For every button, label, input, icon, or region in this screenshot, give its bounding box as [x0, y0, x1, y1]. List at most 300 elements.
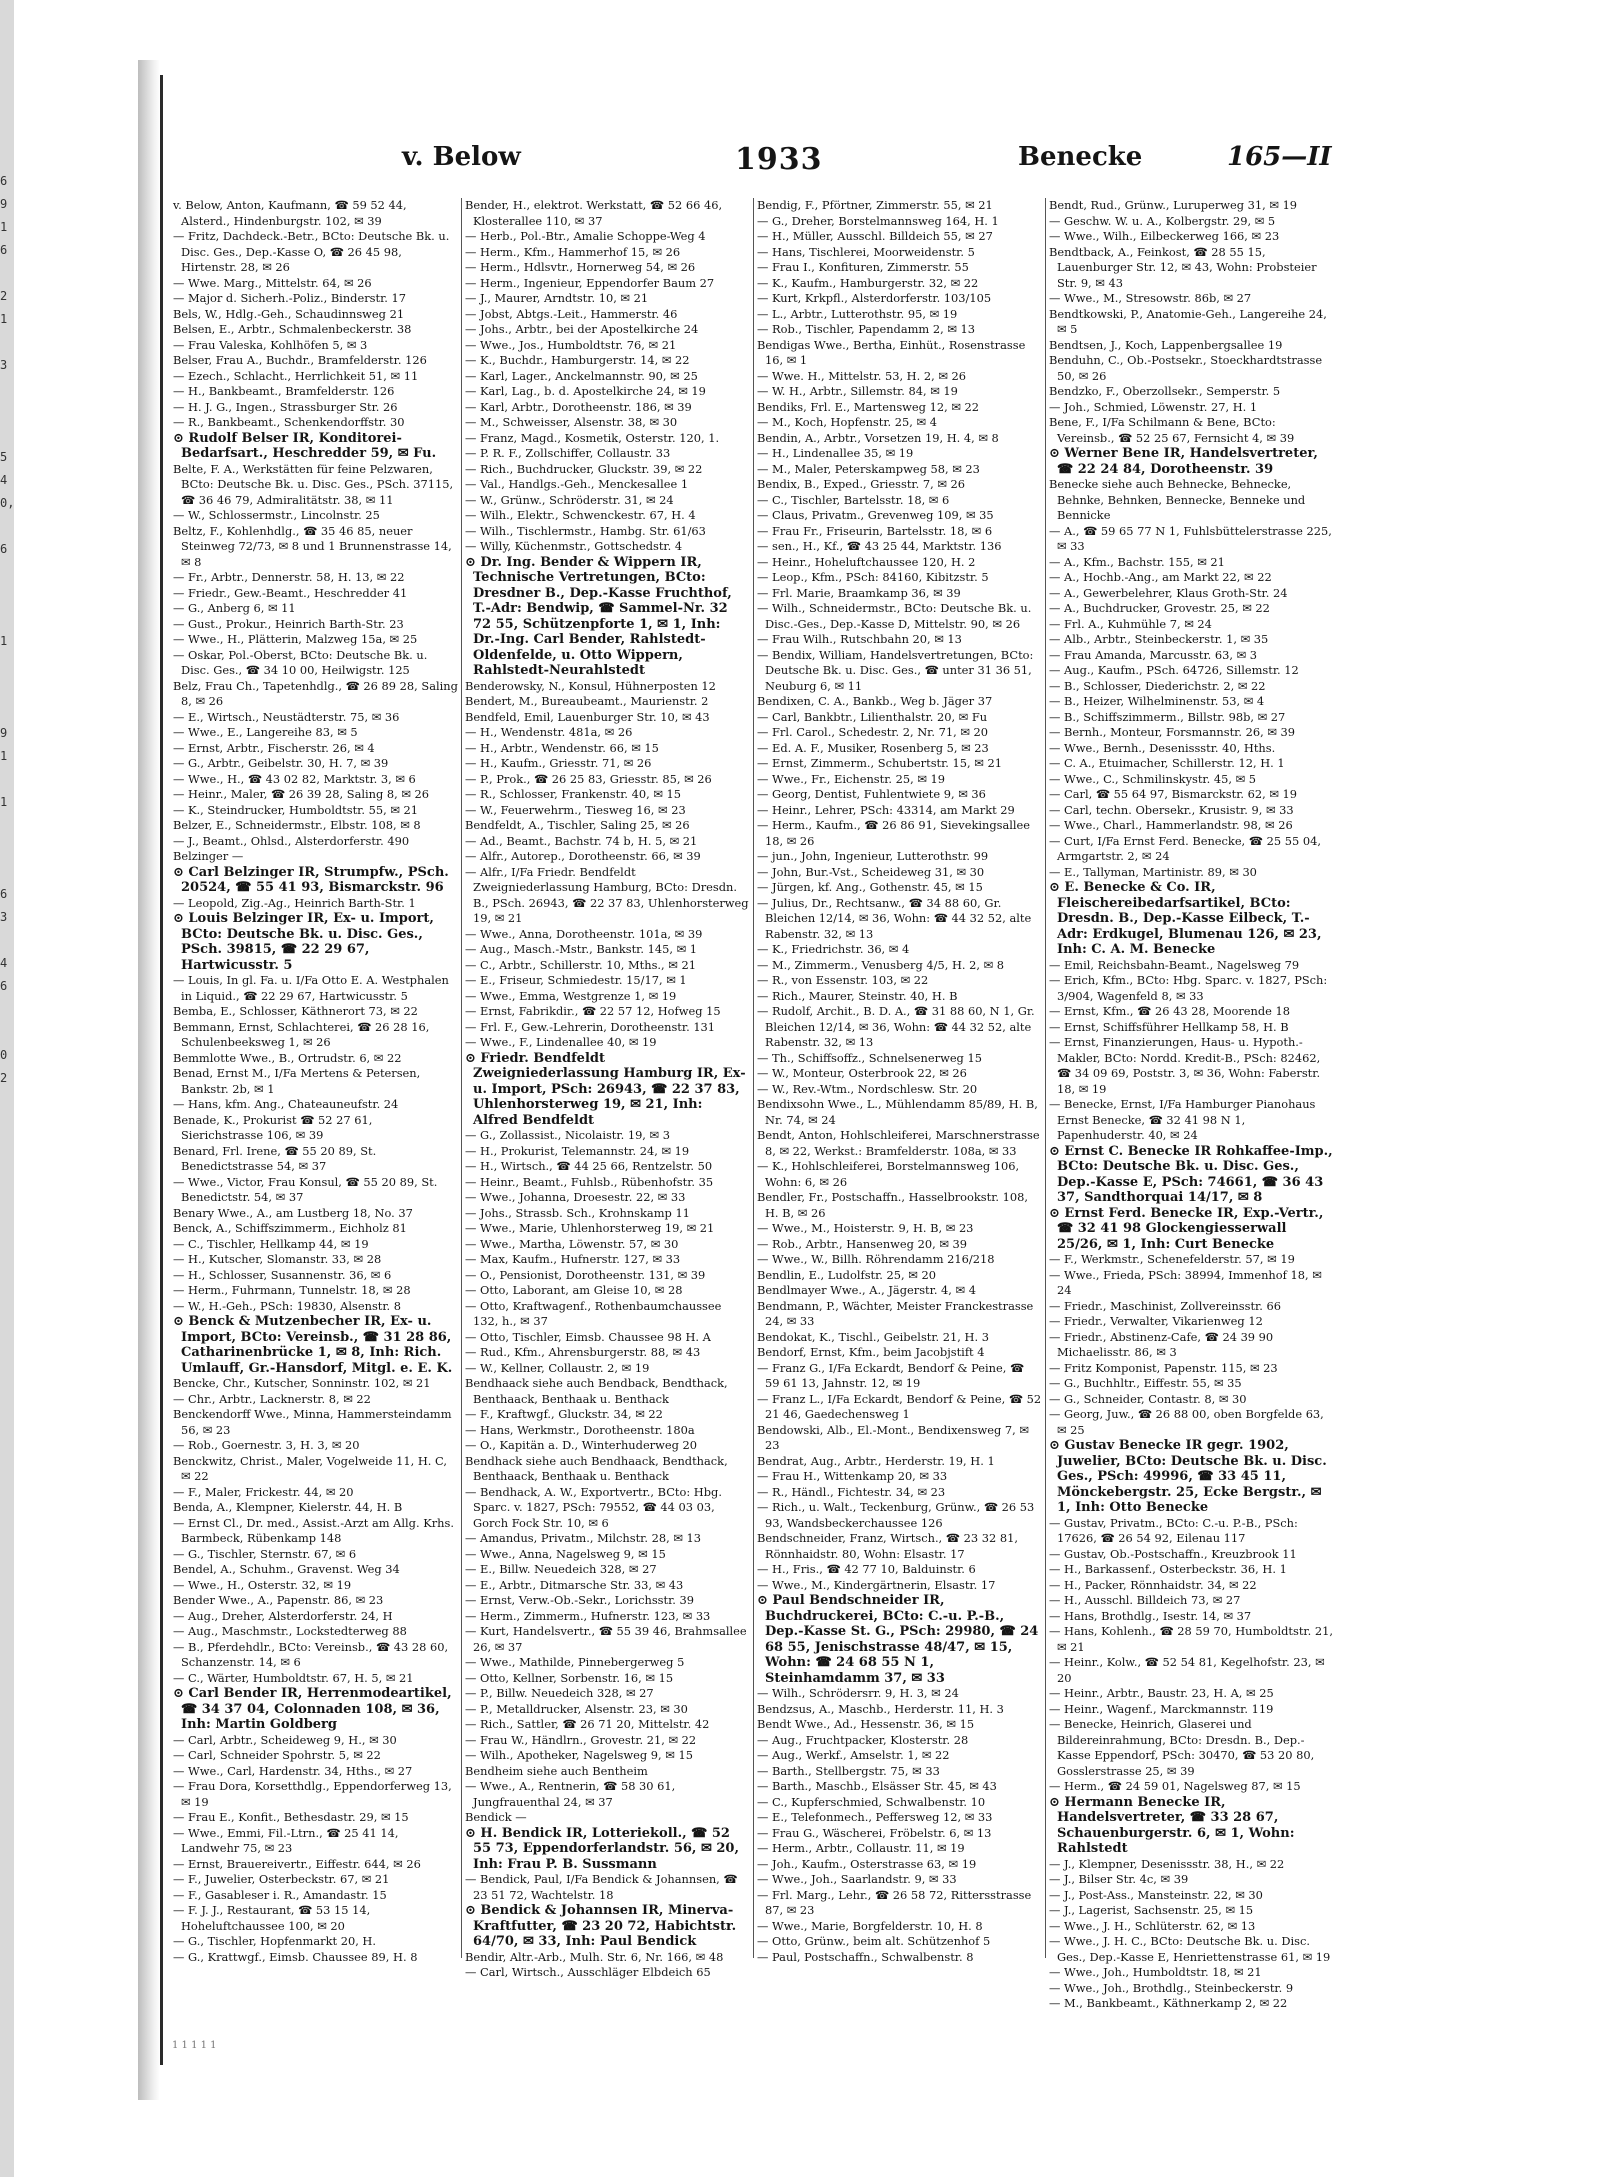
directory-entry: Benderowsky, N., Konsul, Hühnerposten 12: [465, 678, 716, 693]
directory-entry: — Wwe., Joh., Humboldtstr. 18, ✉ 21: [1049, 1965, 1262, 1979]
directory-entry: — Frau Wilh., Rutschbahn 20, ✉ 13: [757, 632, 962, 646]
directory-entry: Belte, F. A., Werkstätten für feine Pelzwaren, BCto: Deutsche Bk. u. Disc. Ges., PSch. 37115, ☎ 36 46 79, Admiralitätstr. 38, ✉ 11: [173, 461, 454, 507]
directory-entry: — Heinr., Arbtr., Baustr. 23, H. A, ✉ 25: [1049, 1686, 1274, 1700]
directory-entry: — Frau Fr., Friseurin, Bartelsstr. 18, ✉ 6: [757, 523, 993, 538]
directory-entry: — G., Schneider, Contastr. 8, ✉ 30: [1049, 1391, 1247, 1406]
book-gutter: [138, 60, 160, 2100]
directory-entry: — Ernst, Kfm., ☎ 26 43 28, Moorende 18: [1049, 1004, 1290, 1018]
directory-entry: — G., Tischler, Sternstr. 67, ✉ 6: [173, 1546, 357, 1561]
directory-entry: — Ernst, Zimmerm., Schubertstr. 15, ✉ 21: [757, 756, 1002, 770]
directory-entry: — G., Dreher, Borstelmannsweg 164, H. 1: [757, 213, 999, 228]
directory-entry: — Heinr., Wagenf., Marckmannstr. 119: [1049, 1701, 1274, 1716]
directory-entry: — Wwe., Emma, Westgrenze 1, ✉ 19: [465, 988, 677, 1003]
directory-entry: — Max, Kaufm., Hufnerstr. 127, ✉ 33: [465, 1252, 681, 1266]
directory-entry: Bendt, Rud., Grünw., Luruperweg 31, ✉ 19: [1049, 198, 1298, 212]
directory-entry: Bendigas Wwe., Bertha, Einhüt., Rosenstrasse 16, ✉ 1: [757, 337, 1026, 367]
directory-entry: — H., Packer, Rönnhaidstr. 34, ✉ 22: [1049, 1577, 1257, 1592]
directory-entry: — W., Kellner, Collaustr. 2, ✉ 19: [465, 1360, 650, 1375]
directory-entry: — Otto, Tischler, Eimsb. Chaussee 98 H. A: [465, 1329, 711, 1344]
directory-entry: Bendig, F., Pförtner, Zimmerstr. 55, ✉ 21: [757, 198, 993, 212]
directory-entry: — Gustav, Privatm., BCto: C.-u. P.-B., PSch: 17626, ☎ 26 54 92, Eilenau 117: [1049, 1515, 1298, 1545]
directory-entry: — Rob., Goernestr. 3, H. 3, ✉ 20: [173, 1438, 360, 1452]
directory-entry: — Wwe., Joh., Brothdlg., Steinbeckerstr. 9: [1049, 1980, 1294, 1995]
directory-entry: — Frau W., Händlrn., Grovestr. 21, ✉ 22: [465, 1732, 697, 1747]
directory-entry: — Bendhack, A. W., Exportvertr., BCto: Hbg. Sparc. v. 1827, PSch: 79552, ☎ 44 03 03, Gorch Fock Str. 10, ✉ 6: [465, 1484, 722, 1530]
directory-entry: Benduhn, C., Ob.-Postsekr., Stoeckhardtstrasse 50, ✉ 26: [1049, 353, 1323, 383]
directory-entry: — F., Juwelier, Osterbeckstr. 67, ✉ 21: [173, 1872, 390, 1886]
directory-entry: — Karl, Arbtr., Dorotheenstr. 186, ✉ 39: [465, 399, 692, 414]
directory-entry: Bendlmayer Wwe., A., Jägerstr. 4, ✉ 4: [757, 1283, 976, 1297]
directory-entry: — P., Billw. Neuedeich 328, ✉ 27: [465, 1686, 654, 1700]
directory-entry: — Aug., Kaufm., PSch. 64726, Sillemstr. 12: [1049, 663, 1299, 677]
directory-entry: — K., Steindrucker, Humboldtstr. 55, ✉ 21: [173, 802, 418, 817]
directory-entry: Belzer, E., Schneidermstr., Elbstr. 108, ✉ 8: [173, 818, 421, 832]
directory-entry: — B., Schlosser, Diederichstr. 2, ✉ 22: [1049, 678, 1266, 693]
directory-entry: — Wilh., Schneidermstr., BCto: Deutsche Bk. u. Disc.-Ges., Dep.-Kasse D, Mittelstr. 90, ✉ 26: [757, 601, 1032, 631]
directory-entry: — J., Klempner, Desenissstr. 38, H., ✉ 22: [1049, 1856, 1285, 1871]
directory-entry: — A., Kfm., Bachstr. 155, ✉ 21: [1049, 554, 1225, 569]
directory-entry: Benckendorff Wwe., Minna, Hammersteindamm 56, ✉ 23: [173, 1407, 452, 1437]
directory-entry: — P. R. F., Zollschiffer, Collaustr. 33: [465, 446, 671, 460]
directory-entry: — Hans, Tischlerei, Moorweidenstr. 5: [757, 244, 975, 259]
directory-entry: ⊙ Hermann Benecke IR, Handelsvertreter, ☎ 33 28 67, Schauenburgerstr. 6, ✉ 1, Wohn: Rahlstedt: [1049, 1794, 1295, 1856]
directory-entry: — Joh., Schmied, Löwenstr. 27, H. 1: [1049, 399, 1258, 414]
column-1: [170, 198, 462, 1964]
directory-entry: — Aug., Masch.-Mstr., Bankstr. 145, ✉ 1: [465, 942, 698, 956]
directory-entry: — Kurt, Krkpfl., Alsterdorferstr. 103/105: [757, 291, 992, 305]
directory-entry: — E., Billw. Neuedeich 328, ✉ 27: [465, 1562, 657, 1576]
directory-entry: — Rob., Tischler, Papendamm 2, ✉ 13: [757, 322, 975, 336]
directory-entry: — R., Schlosser, Frankenstr. 40, ✉ 15: [465, 787, 682, 801]
directory-entry: — Louis, In gl. Fa. u. I/Fa Otto E. A. Westphalen in Liquid., ☎ 22 29 67, Hartwicusstr. 5: [173, 973, 449, 1003]
directory-entry: — Frau Valeska, Kohlhöfen 5, ✉ 3: [173, 337, 368, 352]
directory-entry: — W., Schlossermstr., Lincolnstr. 25: [173, 508, 380, 522]
directory-entry: ⊙ Dr. Ing. Bender & Wippern IR, Technische Vertretungen, BCto: Dresdner B., Dep.-Kasse Fruchthof, T.-Adr: Bendwip, ☎ Sammel-Nr. 32 72 55, Schützenpforte 1, ✉ 1, Inh: Dr.-Ing. Carl Bender, Rahlstedt-Oldenfelde, u. Otto Wippern, Rahlstedt-Neurahlstedt: [465, 554, 732, 678]
directory-entry: Bendix, B., Exped., Griesstr. 7, ✉ 26: [757, 477, 965, 491]
directory-entry: — H., Wirtsch., ☎ 44 25 66, Rentzelstr. 50: [465, 1159, 713, 1173]
directory-entry: Bemba, E., Schlosser, Käthnerort 73, ✉ 22: [173, 1004, 418, 1018]
directory-entry: — Gustav, Ob.-Postschaffn., Kreuzbrook 11: [1049, 1546, 1297, 1561]
directory-entry: — Chr., Arbtr., Lacknerstr. 8, ✉ 22: [173, 1391, 371, 1406]
directory-entry: — Frau G., Wäscherei, Fröbelstr. 6, ✉ 13: [757, 1825, 992, 1840]
directory-entry: — Wilh., Apotheker, Nagelsweg 9, ✉ 15: [465, 1748, 693, 1762]
directory-entry: Bels, W., Hdlg.-Geh., Schaudinnsweg 21: [173, 306, 405, 321]
directory-entry: — R., Bankbeamt., Schenkendorffstr. 30: [173, 415, 405, 429]
directory-entry: — Wwe., Anna, Dorotheenstr. 101a, ✉ 39: [465, 926, 703, 941]
directory-entry: — Rich., u. Walt., Teckenburg, Grünw., ☎ 26 53 93, Wandsbeckerchaussee 126: [757, 1500, 1035, 1530]
directory-entry: — Alfr., I/Fa Friedr. Bendfeldt Zweigniederlassung Hamburg, BCto: Dresdn. B., PSch. 26943, ☎ 22 37 83, Uhlenhorsterweg 19, ✉ 21: [465, 864, 749, 925]
directory-entry: — Frl. Marie, Braamkamp 36, ✉ 39: [757, 585, 961, 600]
directory-entry: ⊙ Paul Bendschneider IR, Buchdruckerei, BCto: C.-u. P.-B., Dep.-Kasse St. G., PSch: 29980, ☎ 24 68 55, Jenischstrasse 48/47, ✉ 15, Wohn: ☎ 24 68 55 N 1, Steinhamdamm 37, ✉ 33: [757, 1593, 1039, 1686]
directory-entry: — Rich., Maurer, Steinstr. 40, H. B: [757, 988, 958, 1003]
directory-entry: Belser, Frau A., Buchdr., Bramfelderstr. 126: [173, 353, 427, 367]
directory-entry: — Aug., Werkf., Amselstr. 1, ✉ 22: [757, 1748, 950, 1762]
directory-entry: Bencke, Chr., Kutscher, Sonninstr. 102, ✉ 21: [173, 1376, 431, 1390]
directory-entry: — Barth., Stellbergstr. 75, ✉ 33: [757, 1763, 940, 1778]
directory-entry: — jun., John, Ingenieur, Lutterothstr. 99: [757, 849, 989, 863]
directory-entry: — K., Buchdr., Hamburgerstr. 14, ✉ 22: [465, 353, 690, 367]
directory-entry: — Gust., Prokur., Heinrich Barth-Str. 23: [173, 616, 404, 631]
directory-entry: — E., Telefonmech., Peffersweg 12, ✉ 33: [757, 1810, 993, 1824]
directory-entry: — Herm., ☎ 24 59 01, Nagelsweg 87, ✉ 15: [1049, 1779, 1301, 1793]
directory-entry: — Leop., Kfm., PSch: 84160, Kibitzstr. 5: [757, 570, 989, 584]
directory-entry: — Wilh., Elektr., Schwenckestr. 67, H. 4: [465, 508, 696, 522]
directory-entry: — Wwe., Charl., Hammerlandstr. 98, ✉ 26: [1049, 818, 1293, 832]
directory-entry: — B., Schiffszimmerm., Billstr. 98b, ✉ 27: [1049, 709, 1286, 724]
directory-entry: Bender Wwe., A., Papenstr. 86, ✉ 23: [173, 1593, 384, 1607]
directory-entry: — O., Pensionist, Dorotheenstr. 131, ✉ 39: [465, 1267, 706, 1282]
directory-entry: — Otto, Kraftwagenf., Rothenbaumchaussee 132, h., ✉ 37: [465, 1298, 722, 1328]
directory-entry: — Friedr., Gew.-Beamt., Heschredder 41: [173, 585, 408, 600]
directory-entry: — Hans, kfm. Ang., Chateauneufstr. 24: [173, 1097, 399, 1111]
directory-entry: — O., Kapitän a. D., Winterhuderweg 20: [465, 1438, 698, 1452]
directory-entry: — F., Maler, Frickestr. 44, ✉ 20: [173, 1484, 354, 1499]
directory-entry: ⊙ Benck & Mutzenbecher IR, Ex- u. Import, BCto: Vereinsb., ☎ 31 28 86, Catharinenbrücke 1, ✉ 8, Inh: Rich. Umlauff, Gr.-Hansdorf, Mitgl. e. E. K.: [173, 1314, 453, 1376]
directory-entry: — Herm., Arbtr., Collaustr. 11, ✉ 19: [757, 1841, 965, 1855]
directory-entry: — Wwe., Emmi, Fil.-Ltrn., ☎ 25 41 14, Landwehr 75, ✉ 23: [173, 1825, 399, 1855]
directory-entry: — Willy, Küchenmstr., Gottschedstr. 4: [465, 539, 683, 553]
directory-entry: — G., Anberg 6, ✉ 11: [173, 601, 296, 615]
directory-entry: — Bendick, Paul, I/Fa Bendick & Johannsen, ☎ 23 51 72, Wachtelstr. 18: [465, 1872, 738, 1902]
directory-entry: — R., Händl., Fichtestr. 34, ✉ 23: [757, 1484, 946, 1499]
directory-entry: — Wwe., W., Billh. Röhrendamm 216/218: [757, 1252, 995, 1266]
page-number: 165—II: [1227, 142, 1332, 172]
directory-entry: — J., Post-Ass., Mansteinstr. 22, ✉ 30: [1049, 1887, 1263, 1902]
directory-entry: — M., Zimmerm., Venusberg 4/5, H. 2, ✉ 8: [757, 957, 1005, 972]
directory-entry: — F., Werkmstr., Schenefelderstr. 57, ✉ 19: [1049, 1252, 1295, 1266]
directory-entry: — Ernst, Brauereivertr., Eiffestr. 644, ✉ 26: [173, 1856, 421, 1871]
directory-entry: Bendmann, P., Wächter, Meister Franckestrasse 24, ✉ 33: [757, 1298, 1034, 1328]
directory-entry: — H., Barkassenf., Osterbeckstr. 36, H. 1: [1049, 1562, 1287, 1576]
directory-entry: — Wwe., Fr., Eichenstr. 25, ✉ 19: [757, 771, 946, 786]
directory-entry: — W., Rev.-Wtm., Nordschlesw. Str. 20: [757, 1081, 978, 1096]
directory-entry: — Alb., Arbtr., Steinbeckerstr. 1, ✉ 35: [1049, 632, 1269, 646]
directory-entry: — Carl, ☎ 55 64 97, Bismarckstr. 62, ✉ 19: [1049, 787, 1298, 801]
directory-entry: — Wwe., H., Osterstr. 32, ✉ 19: [173, 1577, 352, 1592]
directory-entry: — G., Tischler, Hopfenmarkt 20, H.: [173, 1934, 376, 1948]
directory-entry: — Wwe., C., Schmilinskystr. 45, ✉ 5: [1049, 771, 1257, 786]
directory-entry: — Wwe., H., ☎ 43 02 82, Marktstr. 3, ✉ 6: [173, 771, 416, 786]
directory-entry: Benard, Frl. Irene, ☎ 55 20 89, St. Benedictstrasse 54, ✉ 37: [173, 1143, 377, 1173]
directory-entry: ⊙ Werner Bene IR, Handelsvertreter, ☎ 22 24 84, Dorotheenstr. 39: [1049, 446, 1318, 477]
directory-entry: — W., Feuerwehrm., Tiesweg 16, ✉ 23: [465, 802, 686, 817]
gutter-line: [160, 75, 163, 2065]
directory-entry: — H., Schlosser, Susannenstr. 36, ✉ 6: [173, 1267, 392, 1282]
directory-entry: — Johs., Strassb. Sch., Krohnskamp 11: [465, 1205, 690, 1220]
directory-entry: — Frl. Marg., Lehr., ☎ 26 58 72, Rittersstrasse 87, ✉ 23: [757, 1887, 1032, 1917]
directory-entry: — A., Buchdrucker, Grovestr. 25, ✉ 22: [1049, 601, 1270, 615]
directory-entry: — Herm., Kfm., Hammerhof 15, ✉ 26: [465, 244, 681, 259]
directory-entry: — Herm., Fuhrmann, Tunnelstr. 18, ✉ 28: [173, 1283, 411, 1297]
directory-entry: — Joh., Kaufm., Osterstrasse 63, ✉ 19: [757, 1856, 977, 1871]
directory-entry: — Major d. Sicherh.-Poliz., Binderstr. 17: [173, 291, 406, 305]
directory-entry: — J., Maurer, Arndtstr. 10, ✉ 21: [465, 291, 649, 305]
column-3: [754, 198, 1046, 1964]
directory-entry: — Carl, techn. Obersekr., Krusistr. 9, ✉ 33: [1049, 802, 1294, 817]
directory-entry: ⊙ Rudolf Belser IR, Konditorei-Bedarfsart., Heschredder 59, ✉ Fu.: [173, 430, 437, 461]
directory-entry: — Wwe., Jos., Humboldtstr. 76, ✉ 21: [465, 337, 677, 352]
directory-entry: ⊙ Carl Bender IR, Herrenmodeartikel, ☎ 34 37 04, Colonnaden 108, ✉ 36, Inh: Martin Goldberg: [173, 1686, 452, 1732]
directory-entry: — B., Pferdehdlr., BCto: Vereinsb., ☎ 43 28 60, Schanzenstr. 14, ✉ 6: [173, 1639, 449, 1669]
directory-entry: — Fritz Komponist, Papenstr. 115, ✉ 23: [1049, 1360, 1278, 1375]
directory-entry: — Wwe., Carl, Hardenstr. 34, Hths., ✉ 27: [173, 1763, 413, 1778]
directory-entry: — Franz L., I/Fa Eckardt, Bendorf & Peine, ☎ 52 21 46, Gaedechensweg 1: [757, 1391, 1042, 1421]
directory-entry: — K., Kaufm., Hamburgerstr. 32, ✉ 22: [757, 275, 979, 290]
directory-entry: — Herm., Hdlsvtr., Hornerweg 54, ✉ 26: [465, 260, 696, 274]
directory-entry: — Frl. Carol., Schedestr. 2, Nr. 71, ✉ 20: [757, 725, 988, 739]
directory-entry: Benckwitz, Christ., Maler, Vogelweide 11, H. C, ✉ 22: [173, 1453, 447, 1483]
directory-entry: — Frau I., Konfituren, Zimmerstr. 55: [757, 260, 969, 274]
directory-entry: — Wwe., M., Stresowstr. 86b, ✉ 27: [1049, 291, 1252, 305]
directory-entry: — Ernst, Finanzierungen, Haus- u. Hypoth.-Makler, BCto: Nordd. Kredit-B., PSch: 82462, ☎ 34 09 69, Poststr. 3, ✉ 36, Wohn: Faberstr. 18, ✉ 19: [1049, 1035, 1321, 1096]
directory-entry: — Claus, Privatm., Grevenweg 109, ✉ 35: [757, 508, 994, 522]
directory-entry: — Fr., Arbtr., Dennerstr. 58, H. 13, ✉ 22: [173, 570, 405, 584]
directory-entry: ⊙ Ernst Ferd. Benecke IR, Exp.-Vertr., ☎ 32 41 98 Glockengiesserwall 25/26, ✉ 1, Inh: Curt Benecke: [1049, 1205, 1324, 1252]
directory-entry: — W., H.-Geh., PSch: 19830, Alsenstr. 8: [173, 1298, 402, 1313]
directory-entry: — Georg, Juw., ☎ 26 88 00, oben Borgfelde 63, ✉ 25: [1049, 1407, 1324, 1437]
directory-entry: — Wwe., H., Plätterin, Malzweg 15a, ✉ 25: [173, 632, 418, 646]
directory-entry: — Benecke, Heinrich, Glaserei und Bildereinrahmung, BCto: Dresdn. B., Dep.-Kasse Eppendorf, PSch: 30470, ☎ 53 20 80, Gosslerstrasse 25, ✉ 39: [1049, 1717, 1315, 1778]
directory-entry: — Ezech., Schlacht., Herrlichkeit 51, ✉ 11: [173, 368, 419, 383]
directory-entry: — Karl, Lager., Anckelmannstr. 90, ✉ 25: [465, 368, 698, 383]
directory-entry: Bendhack siehe auch Bendhaack, Bendthack, Benthaack, Benthaak u. Benthack: [465, 1453, 728, 1483]
directory-entry: Bendrat, Aug., Arbtr., Herderstr. 19, H. 1: [757, 1453, 995, 1468]
directory-entry: — Frau Dora, Korsetthdlg., Eppendorferweg 13, ✉ 19: [173, 1779, 452, 1809]
directory-entry: — Wwe., M., Kindergärtnerin, Elsastr. 17: [757, 1577, 996, 1592]
directory-entry: Bendert, M., Bureaubeamt., Maurienstr. 2: [465, 694, 709, 708]
directory-entry: — C., Kupferschmied, Schwalbenstr. 10: [757, 1794, 986, 1809]
directory-entry: — Franz G., I/Fa Eckardt, Bendorf & Peine, ☎ 59 61 13, Jahnstr. 12, ✉ 19: [757, 1360, 1025, 1390]
directory-columns: [170, 198, 1340, 2010]
directory-entry: — J., Lagerist, Sachsenstr. 25, ✉ 15: [1049, 1903, 1254, 1917]
directory-entry: Bemmlotte Wwe., B., Ortrudstr. 6, ✉ 22: [173, 1050, 402, 1065]
directory-entry: Bendtsen, J., Koch, Lappenbergsallee 19: [1049, 337, 1283, 352]
directory-entry: Bendixen, C. A., Bankb., Weg b. Jäger 37: [757, 694, 993, 708]
directory-entry: — J., Bilser Str. 4c, ✉ 39: [1049, 1872, 1189, 1886]
directory-entry: — Wwe., A., Rentnerin, ☎ 58 30 61, Jungfrauenthal 24, ✉ 37: [465, 1779, 676, 1809]
directory-entry: — Friedr., Maschinist, Zollvereinsstr. 66: [1049, 1298, 1281, 1313]
directory-entry: Bendtkowski, P., Anatomie-Geh., Langereihe 24, ✉ 5: [1049, 306, 1327, 336]
directory-entry: — Aug., Fruchtpacker, Klosterstr. 28: [757, 1732, 969, 1747]
directory-entry: — Karl, Lag., b. d. Apostelkirche 24, ✉ 19: [465, 384, 706, 398]
directory-entry: — Herm., Kaufm., ☎ 26 86 91, Sievekingsallee 18, ✉ 26: [757, 818, 1031, 848]
directory-entry: — Amandus, Privatm., Milchstr. 28, ✉ 13: [465, 1531, 702, 1545]
bottom-print-mark: 1 1 1 1 1: [172, 2040, 217, 2051]
directory-entry: — H., Müller, Ausschl. Billdeich 55, ✉ 27: [757, 229, 993, 243]
directory-entry: Bendorf, Ernst, Kfm., beim Jacobjstift 4: [757, 1345, 985, 1359]
directory-entry: — Bernh., Monteur, Forsmannstr. 26, ✉ 39: [1049, 725, 1295, 739]
directory-entry: — H., Lindenallee 35, ✉ 19: [757, 446, 914, 460]
directory-entry: — Erich, Kfm., BCto: Hbg. Sparc. v. 1827, PSch: 3/904, Wagenfeld 8, ✉ 33: [1049, 973, 1328, 1003]
directory-entry: — Frau Amanda, Marcusstr. 63, ✉ 3: [1049, 647, 1258, 662]
directory-entry: Beltz, F., Kohlenhdlg., ☎ 35 46 85, neuer Steinweg 72/73, ✉ 8 und 1 Brunnenstrasse 14, ✉ 8: [173, 523, 452, 569]
directory-entry: — P., Metalldrucker, Alsenstr. 23, ✉ 30: [465, 1701, 688, 1716]
directory-entry: Bendler, Fr., Postschaffn., Hasselbrookstr. 108, H. B, ✉ 26: [757, 1190, 1029, 1220]
directory-entry: — Wwe., Victor, Frau Konsul, ☎ 55 20 89, St. Benedictstr. 54, ✉ 37: [173, 1174, 438, 1204]
directory-entry: Belsen, E., Arbtr., Schmalenbeckerstr. 38: [173, 322, 412, 336]
directory-entry: Bendir, Altr.-Arb., Mulh. Str. 6, Nr. 166, ✉ 48: [465, 1949, 724, 1964]
directory-entry: Bene, F., I/Fa Schilmann & Bene, BCto: Vereinsb., ☎ 52 25 67, Fernsicht 4, ✉ 39: [1049, 415, 1295, 445]
directory-entry: — Ed. A. F., Musiker, Rosenberg 5, ✉ 23: [757, 740, 989, 755]
directory-entry: — Franz, Magd., Kosmetik, Osterstr. 120, 1.: [465, 430, 720, 445]
directory-entry: — K., Hohlschleiferei, Borstelmannsweg 106, Wohn: 6, ✉ 26: [757, 1159, 1020, 1189]
directory-entry: — Otto, Laborant, am Gleise 10, ✉ 28: [465, 1283, 683, 1297]
directory-entry: — Otto, Kellner, Sorbenstr. 16, ✉ 15: [465, 1670, 674, 1685]
directory-entry: Belz, Frau Ch., Tapetenhdlg., ☎ 26 89 28, Saling 8, ✉ 26: [173, 678, 458, 708]
directory-entry: Benda, A., Klempner, Kielerstr. 44, H. B: [173, 1500, 403, 1514]
directory-entry: — Hans, Werkmstr., Dorotheenstr. 180a: [465, 1422, 695, 1437]
directory-entry: — Aug., Dreher, Alsterdorferstr. 24, H: [173, 1608, 393, 1623]
directory-entry: — Wwe., J. H. C., BCto: Deutsche Bk. u. Disc. Ges., Dep.-Kasse E, Henriettenstrasse 61, ✉ 19: [1049, 1934, 1331, 1964]
directory-entry: Belzinger —: [173, 849, 244, 863]
directory-entry: — H., Kaufm., Griesstr. 71, ✉ 26: [465, 756, 652, 770]
directory-entry: — E., Friseur, Schmiedestr. 15/17, ✉ 1: [465, 973, 687, 987]
directory-entry: Bemmann, Ernst, Schlachterei, ☎ 26 28 16, Schulenbeeksweg 1, ✉ 26: [173, 1019, 430, 1049]
directory-entry: — C. A., Etuimacher, Schillerstr. 12, H. 1: [1049, 756, 1285, 770]
header-last-entry: Benecke: [1018, 142, 1143, 172]
directory-entry: Benecke siehe auch Behnecke, Behnecke, Behnke, Behnken, Bennecke, Benneke und Bennicke: [1049, 477, 1306, 522]
directory-entry: — Wwe., Marie, Uhlenhorsterweg 19, ✉ 21: [465, 1221, 715, 1235]
directory-entry: — M., Schweisser, Alsenstr. 38, ✉ 30: [465, 415, 678, 429]
directory-entry: Bendheim siehe auch Bentheim: [465, 1763, 648, 1778]
directory-entry: — Heinr., Lehrer, PSch: 43314, am Markt 29: [757, 802, 1015, 817]
directory-entry: Bendhaack siehe auch Bendback, Bendthack, Benthaack, Benthaak u. Benthack: [465, 1376, 728, 1406]
directory-entry: — M., Koch, Hopfenstr. 25, ✉ 4: [757, 415, 937, 429]
directory-entry: — Ernst, Verw.-Ob.-Sekr., Lorichsstr. 39: [465, 1593, 695, 1607]
directory-entry: — Fritz, Dachdeck.-Betr., BCto: Deutsche Bk. u. Disc. Ges., Dep.-Kasse O, ☎ 26 45 98, Hirtenstr. 28, ✉ 26: [173, 229, 450, 274]
directory-entry: — Friedr., Abstinenz-Cafe, ☎ 24 39 90 Michaelisstr. 86, ✉ 3: [1049, 1329, 1274, 1359]
directory-entry: — H., Arbtr., Wendenstr. 66, ✉ 15: [465, 740, 659, 755]
directory-entry: Bendel, A., Schuhm., Gravenst. Weg 34: [173, 1562, 400, 1576]
directory-entry: — Carl, Wirtsch., Ausschläger Elbdeich 65: [465, 1965, 711, 1979]
directory-entry: — Georg, Dentist, Fuhlentwiete 9, ✉ 36: [757, 787, 986, 801]
directory-entry: Bendt, Anton, Hohlschleiferei, Marschnerstrasse 8, ✉ 22, Werkst.: Bramfelderstr. 108a, ✉ 33: [757, 1128, 1040, 1158]
directory-entry: — Ernst, Schiffsführer Hellkamp 58, H. B: [1049, 1019, 1289, 1034]
directory-entry: — C., Tischler, Bartelsstr. 18, ✉ 6: [757, 492, 950, 507]
directory-entry: — F., Gasableser i. R., Amandastr. 15: [173, 1887, 387, 1902]
directory-entry: Benad, Ernst M., I/Fa Mertens & Petersen, Bankstr. 2b, ✉ 1: [173, 1066, 421, 1096]
directory-entry: — Frau E., Konfit., Bethesdastr. 29, ✉ 15: [173, 1810, 409, 1824]
directory-entry: — Carl, Bankbtr., Lilienthalstr. 20, ✉ Fu: [757, 709, 988, 724]
directory-entry: — Heinr., Maler, ☎ 26 39 28, Saling 8, ✉ 26: [173, 787, 430, 801]
directory-entry: ⊙ Gustav Benecke IR gegr. 1902, Juwelier, BCto: Deutsche Bk. u. Disc. Ges., PSch: 49996, ☎ 33 45 11, Mönckebergstr. 25, Ecke Bergstr., ✉ 1, Inh: Otto Benecke: [1049, 1438, 1327, 1515]
directory-entry: Bendschneider, Franz, Wirtsch., ☎ 23 32 81, Rönnhaidstr. 80, Wohn: Elsastr. 17: [757, 1531, 1018, 1561]
directory-entry: — Ernst Cl., Dr. med., Assist.-Arzt am Allg. Krhs. Barmbeck, Rübenkamp 148: [173, 1515, 454, 1545]
directory-entry: — Wilh., Tischlermstr., Hambg. Str. 61/63: [465, 523, 706, 538]
directory-entry: — A., ☎ 59 65 77 N 1, Fuhlsbüttelerstrasse 225, ✉ 33: [1049, 523, 1332, 553]
directory-entry: — A., Gewerbelehrer, Klaus Groth-Str. 24: [1049, 585, 1288, 600]
directory-entry: v. Below, Anton, Kaufmann, ☎ 59 52 44, Alsterd., Hindenburgstr. 102, ✉ 39: [173, 198, 407, 228]
directory-entry: ⊙ E. Benecke & Co. IR, Fleischereibedarfsartikel, BCto: Dresdn. B., Dep.-Kasse Eilbeck, T.-Adr: Erdkugel, Blumenau 126, ✉ 23, Inh: C. A. M. Benecke: [1049, 880, 1322, 957]
directory-entry: — Frl. A., Kuhmühle 7, ✉ 24: [1049, 616, 1212, 631]
directory-entry: — H., Bankbeamt., Bramfelderstr. 126: [173, 384, 395, 398]
directory-entry: ⊙ Friedr. Bendfeldt Zweigniederlassung Hamburg IR, Ex- u. Import, PSch: 26943, ☎ 22 37 83, Uhlenhorsterweg 19, ✉ 21, Inh: Alfred Bendfeldt: [465, 1050, 746, 1128]
directory-entry: Bendfeldt, A., Tischler, Saling 25, ✉ 26: [465, 818, 690, 832]
directory-entry: — Emil, Reichsbahn-Beamt., Nagelsweg 79: [1049, 957, 1300, 972]
directory-entry: — Geschw. W. u. A., Kolbergstr. 29, ✉ 5: [1049, 213, 1276, 228]
directory-entry: — Val., Handlgs.-Geh., Menckesallee 1: [465, 477, 689, 491]
directory-entry: — Wwe., J. H., Schlüterstr. 62, ✉ 13: [1049, 1918, 1256, 1933]
directory-entry: — Carl, Arbtr., Scheideweg 9, H., ✉ 30: [173, 1732, 397, 1747]
directory-entry: — Rich., Buchdrucker, Gluckstr. 39, ✉ 22: [465, 461, 703, 476]
directory-entry: — Wwe., Joh., Saarlandstr. 9, ✉ 33: [757, 1872, 957, 1886]
directory-entry: — G., Buchhltr., Eiffestr. 55, ✉ 35: [1049, 1376, 1242, 1390]
directory-entry: Bendlin, E., Ludolfstr. 25, ✉ 20: [757, 1267, 936, 1282]
directory-entry: — Bendix, William, Handelsvertretungen, BCto: Deutsche Bk. u. Disc. Ges., ☎ unter 31 36 51, Neuburg 6, ✉ 11: [757, 647, 1034, 693]
column-4: [1046, 198, 1338, 2010]
directory-entry: Bender, H., elektrot. Werkstatt, ☎ 52 66 46, Klosterallee 110, ✉ 37: [465, 198, 723, 228]
directory-entry: — Wwe., Martha, Löwenstr. 57, ✉ 30: [465, 1236, 679, 1251]
directory-entry: Bendin, A., Arbtr., Vorsetzen 19, H. 4, ✉ 8: [757, 430, 999, 445]
directory-entry: — Wwe. H., Mittelstr. 53, H. 2, ✉ 26: [757, 368, 967, 383]
directory-entry: — H., Prokurist, Telemannstr. 24, ✉ 19: [465, 1143, 690, 1158]
directory-entry: — A., Hochb.-Ang., am Markt 22, ✉ 22: [1049, 570, 1272, 584]
directory-entry: — H., Wendenstr. 481a, ✉ 26: [465, 725, 633, 739]
directory-entry: — Wwe., M., Hoisterstr. 9, H. B, ✉ 23: [757, 1221, 974, 1235]
directory-entry: — Herm., Ingenieur, Eppendorfer Baum 27: [465, 275, 715, 290]
directory-entry: — Wilh., Schrödersrr. 9, H. 3, ✉ 24: [757, 1686, 959, 1700]
directory-entry: Bendfeld, Emil, Lauenburger Str. 10, ✉ 43: [465, 709, 710, 724]
directory-entry: — Heinr., Kolw., ☎ 52 54 81, Kegelhofstr. 23, ✉ 20: [1049, 1655, 1325, 1685]
directory-entry: Bendokat, K., Tischl., Geibelstr. 21, H. 3: [757, 1329, 989, 1344]
directory-entry: — E., Tallyman, Martinistr. 89, ✉ 30: [1049, 864, 1257, 879]
directory-entry: — E., Arbtr., Ditmarsche Str. 33, ✉ 43: [465, 1577, 684, 1592]
directory-entry: — Carl, Schneider Spohrstr. 5, ✉ 22: [173, 1748, 381, 1762]
column-2: [462, 198, 754, 1979]
directory-entry: — Herb., Pol.-Btr., Amalie Schoppe-Weg 4: [465, 229, 706, 243]
directory-entry: — sen., H., Kf., ☎ 43 25 44, Marktstr. 136: [757, 539, 1002, 553]
directory-entry: ⊙ Carl Belzinger IR, Strumpfw., PSch. 20524, ☎ 55 41 93, Bismarckstr. 96: [173, 864, 449, 895]
directory-entry: — Curt, I/Fa Ernst Ferd. Benecke, ☎ 25 55 04, Armgartstr. 2, ✉ 24: [1049, 833, 1321, 863]
directory-entry: Bendtback, A., Feinkost, ☎ 28 55 15, Lauenburger Str. 12, ✉ 43, Wohn: Probsteier Str. 9, ✉ 43: [1049, 244, 1317, 290]
directory-entry: — Ad., Beamt., Bachstr. 74 b, H. 5, ✉ 21: [465, 833, 698, 848]
directory-entry: — Otto, Grünw., beim alt. Schützenhof 5: [757, 1934, 991, 1948]
directory-entry: Bendzko, F., Oberzollsekr., Semperstr. 5: [1049, 384, 1281, 398]
directory-entry: ⊙ Louis Belzinger IR, Ex- u. Import, BCto: Deutsche Bk. u. Disc. Ges., PSch. 39815, ☎ 22 29 67, Hartwicusstr. 5: [173, 911, 434, 973]
directory-entry: — H. J. G., Ingen., Strassburger Str. 26: [173, 399, 398, 414]
directory-entry: — K., Friedrichstr. 36, ✉ 4: [757, 942, 910, 956]
directory-entry: ⊙ H. Bendick IR, Lotteriekoll., ☎ 52 55 73, Eppendorferlandstr. 56, ✉ 20, Inh: Frau P. B. Sussmann: [465, 1825, 740, 1872]
directory-entry: — J., Beamt., Ohlsd., Alsterdorferstr. 490: [173, 833, 410, 848]
directory-entry: — R., von Essenstr. 103, ✉ 22: [757, 973, 929, 987]
directory-entry: Benck, A., Schiffszimmerm., Eichholz 81: [173, 1221, 407, 1235]
directory-entry: ⊙ Bendick & Johannsen IR, Minerva-Kraftfutter, ☎ 23 20 72, Habichtstr. 64/70, ✉ 33, Inh: Paul Bendick: [465, 1903, 737, 1949]
directory-entry: — H., Ausschl. Billdeich 73, ✉ 27: [1049, 1593, 1241, 1607]
directory-entry: Bendiks, Frl. E., Martensweg 12, ✉ 22: [757, 399, 979, 414]
directory-entry: — Rudolf, Archit., B. D. A., ☎ 31 88 60, N 1, Gr. Bleichen 12/14, ✉ 36, Wohn: ☎ 44 32 52, alte Rabenstr. 32, ✉ 13: [757, 1004, 1035, 1049]
directory-entry: — Frau H., Wittenkamp 20, ✉ 33: [757, 1469, 948, 1483]
directory-entry: Bendowski, Alb., El.-Mont., Bendixensweg 7, ✉ 23: [757, 1422, 1029, 1452]
directory-entry: — Jobst, Abtgs.-Leit., Hammerstr. 46: [465, 306, 678, 321]
directory-entry: — Benecke, Ernst, I/Fa Hamburger Pianohaus Ernst Benecke, ☎ 32 41 98 N 1, Papenhuderstr. 40, ✉ 24: [1049, 1097, 1316, 1142]
directory-entry: — F., Kraftwgf., Gluckstr. 34, ✉ 22: [465, 1407, 663, 1421]
directory-entry: — Herm., Zimmerm., Hufnerstr. 123, ✉ 33: [465, 1608, 711, 1623]
directory-entry: — Wwe., Anna, Nagelsweg 9, ✉ 15: [465, 1546, 666, 1561]
directory-entry: — M., Bankbeamt., Käthnerkamp 2, ✉ 22: [1049, 1996, 1288, 2010]
directory-entry: — Th., Schiffsoffz., Schnelsenerweg 15: [757, 1050, 982, 1065]
directory-entry: — Wwe., Frieda, PSch: 38994, Immenhof 18, ✉ 24: [1049, 1267, 1322, 1297]
directory-entry: — Heinr., Hoheluftchaussee 120, H. 2: [757, 554, 976, 569]
previous-page-fragment: 6 9 1 6 2 1 3 5 4 0, 6 1 9 1 1 6 3 4 6 0 2: [0, 174, 15, 1085]
directory-entry: — Oskar, Pol.-Oberst, BCto: Deutsche Bk. u. Disc. Ges., ☎ 34 10 00, Heilwigstr. 125: [173, 647, 428, 677]
directory-entry: ⊙ Ernst C. Benecke IR Rohkaffee-Imp., BCto: Deutsche Bk. u. Disc. Ges., Dep.-Kasse E, PSch: 74661, ☎ 36 43 37, Sandthorquai 14/17, ✉ 8: [1049, 1143, 1333, 1205]
directory-entry: — Rud., Kfm., Ahrensburgerstr. 88, ✉ 43: [465, 1345, 701, 1359]
directory-entry: Bendick —: [465, 1810, 527, 1824]
directory-entry: Benary Wwe., A., am Lustberg 18, No. 37: [173, 1205, 413, 1220]
directory-entry: Bendt Wwe., Ad., Hessenstr. 36, ✉ 15: [757, 1717, 975, 1731]
directory-entry: — Wwe. Marg., Mittelstr. 64, ✉ 26: [173, 275, 372, 290]
directory-entry: — G., Arbtr., Geibelstr. 30, H. 7, ✉ 39: [173, 756, 389, 770]
